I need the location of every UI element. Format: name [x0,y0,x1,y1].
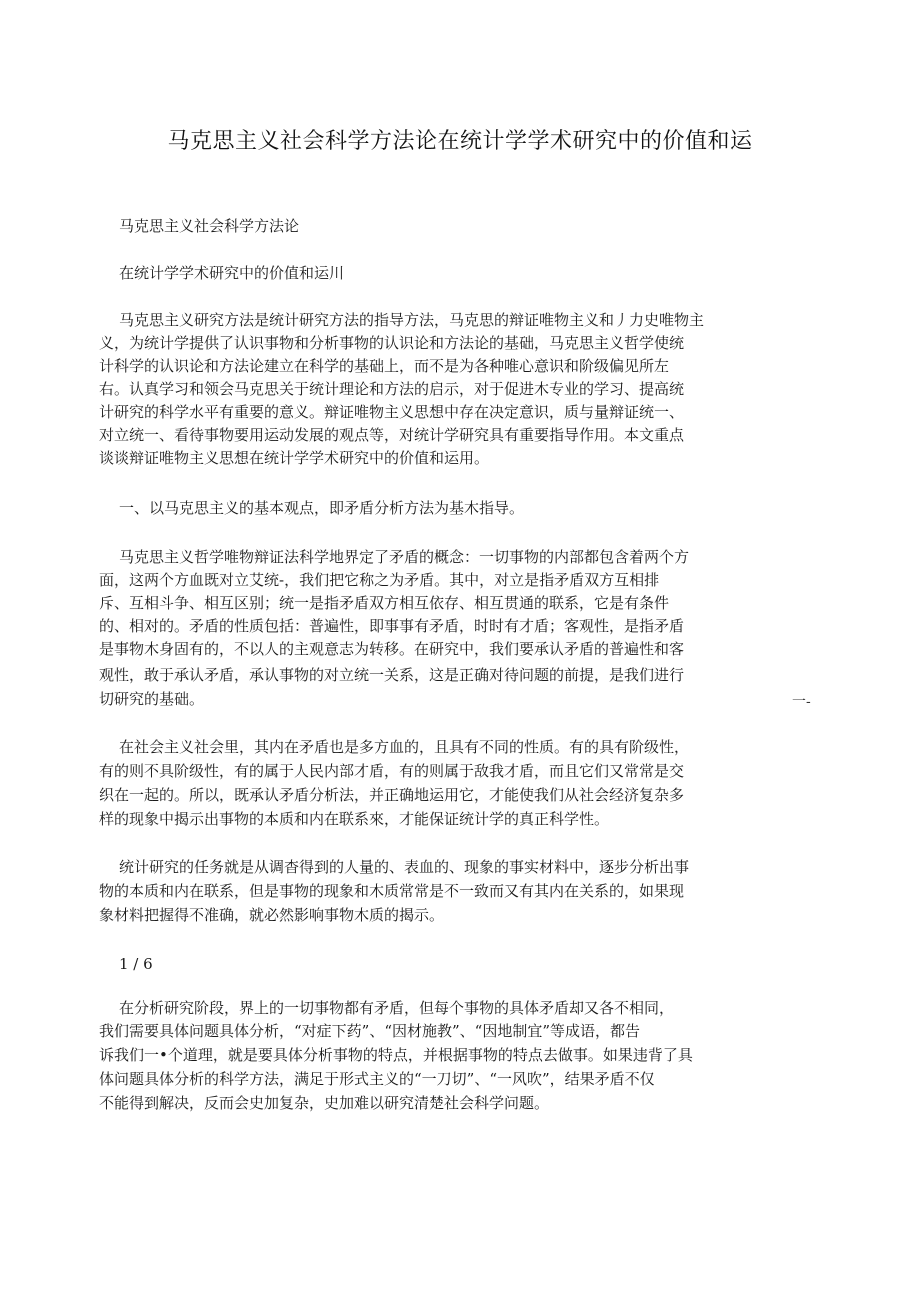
text-line: 在分析研究阶段，界上的一切事物都有矛盾，但每个事物的具体矛盾却又各不相同， [119,999,675,1017]
text-line: 织在一起的。所以，既承认矛盾分析法，并正确地运用它，才能使我们从社会经济复杂多 [99,786,685,804]
text-line: 马克思主义研究方法是统计研究方法的指导方法，马克思的辩证唯物主义和丿力史唯物主 [119,311,705,329]
text-line: 右。认真学习和领会马克思关于统计理论和方法的启示，对于促进木专业的学习、提高统 [99,380,685,398]
text-line: 在社会主义社会里，其内在矛盾也是多方血的，且具有不同的性质。有的具有阶级性， [119,738,690,756]
document-title: 马克思主义社会科学方法论在统计学学术研究中的价值和运 [167,129,753,154]
page-number: 1 / 6 [119,955,153,973]
text-line: 物的本质和内在联系，但是事物的现象和木质常常是不一致而又有其内在关系的，如果现 [99,882,685,900]
text-line: 样的现象中揭示出事物的本质和内在联系來，才能保证统计学的真正科学性。 [99,810,610,828]
text-line: 是事物木身固有的，不以人的主观意志为转移。在研究中，我们要承认矛盾的普遍性和客 [99,640,685,658]
text-line: 斥、互相斗争、相互区别；统一是指矛盾双方相互依存、相互贯通的联系，它是有条件 [99,594,670,612]
text-line: 对立统一、看待事物要用运动发展的观点等，对统计学研究具有重要指导作用。本文重点 [99,426,685,444]
text-line: 的、相对的。矛盾的性质包括：普遍性，即事事有矛盾，时时有才盾；客观性，是指矛盾 [99,617,685,635]
text-line: 马克思主义哲学唯物辩证法科学地界定了矛盾的概念：一切事物的内部都包含着两个方 [119,548,690,566]
text-line: 诉我们一•个道理，就是要具体分析事物的特点，并根据事物的特点去做事。如果违背了具 [99,1046,693,1064]
text-line: 计科学的认识论和方法论建立在科学的基础上，而不是为各种唯心意识和阶级偏见所左 [99,357,670,375]
text-line: 有的则不具阶级性，有的属于人民内部才盾，有的则属于敌我才盾，而且它们又常常是交 [99,762,685,780]
subtitle-line-1: 马克思主义社会科学方法论 [119,217,300,235]
text-line: 统计研究的任务就是从调杳得到的人量的、表血的、现象的事实材料中，逐步分析出事 [119,858,690,876]
text-line: 计研究的科学水平有重要的意义。辩证唯物主义思想中存在决定意识，质与量辩证统一、 [99,403,685,421]
text-line: 切研究的基础。 [99,690,205,708]
section-heading-1: 一、以马克思主义的基本观点，即矛盾分析方法为基木指导。 [119,499,525,517]
subtitle-line-2: 在统计学学术研究中的价值和运川 [119,264,345,282]
margin-note: 一- [792,694,811,710]
text-line: 不能得到解决，反而会史加复杂，史加难以研究清楚社会科学问题。 [99,1094,550,1112]
text-line: 面，这两个方血既对立艾统-，我们把它称之为矛盾。其中，对立是指矛盾双方互相排 [99,571,660,589]
text-line: 谈谈辩证唯物主义思想在统计学学术研究中的价值和运用。 [99,449,490,467]
text-line: 我们需要具体问题具体分析，“对症下药”、“因材施教”、“因地制宜”等成语，都告 [99,1022,641,1040]
text-line: 义，为统计学提供了认识事物和分析事物的认识论和方法论的基础，马克思主义哲学使统 [99,334,685,352]
text-line: 观性，敢于承认矛盾，承认事物的对立统一关系，这是正确对待问题的前提，是我们进行 [99,666,685,684]
text-line: 象材料把握得不准确，就必然影响事物木质的揭示。 [99,906,445,924]
text-line: 体问题具体分析的科学方法，满足于形式主义的“一刀切”、“一风吹”，结果矛盾不仅 [99,1070,655,1088]
